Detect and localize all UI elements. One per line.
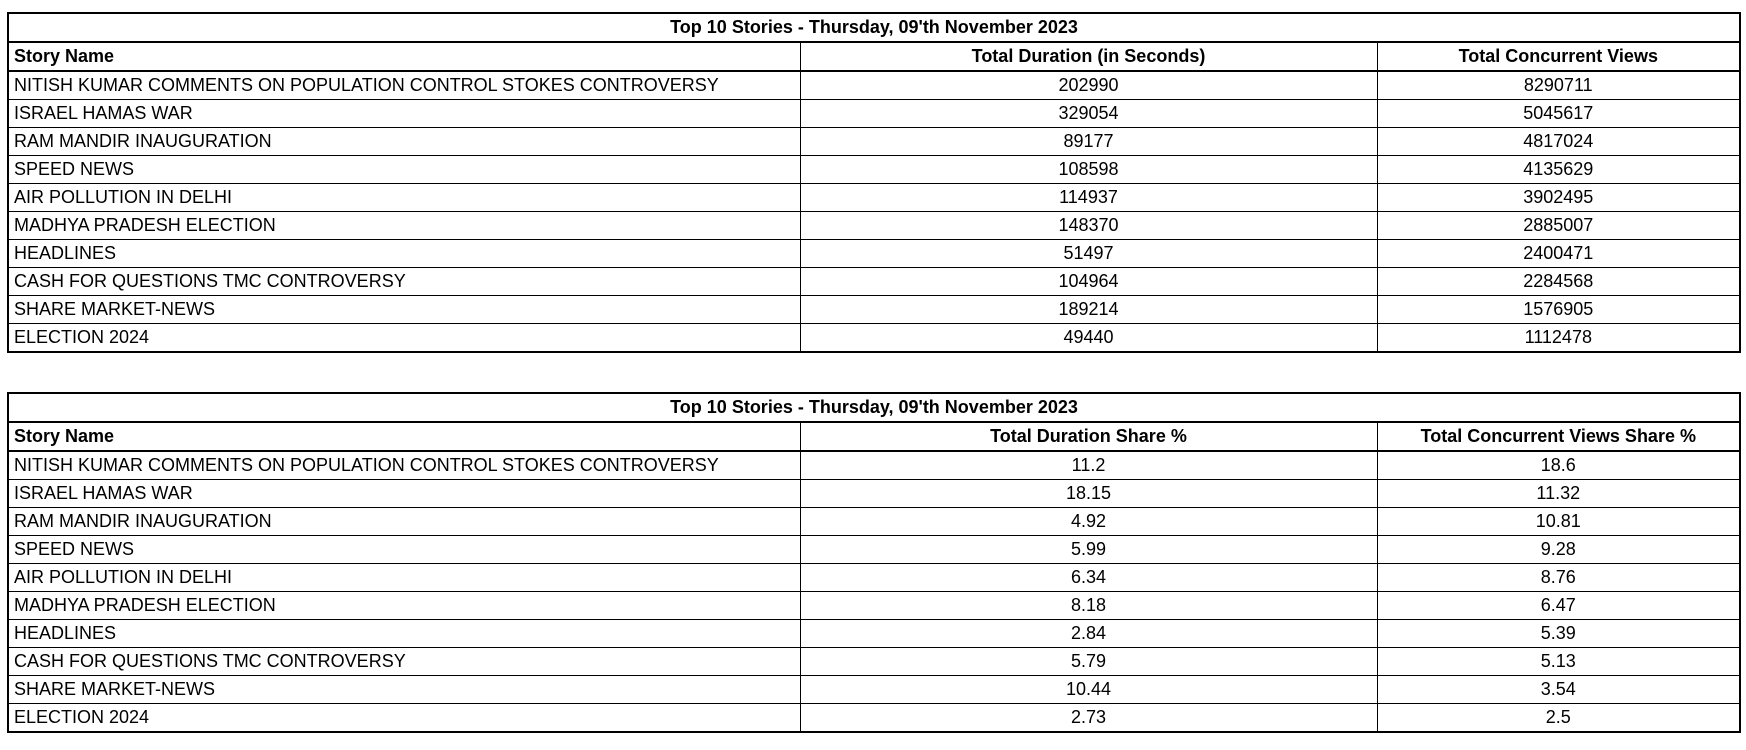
table-row [8, 536, 1740, 564]
story-name-cell: SHARE MARKET-NEWS [8, 676, 800, 704]
views-share-cell: 3.54 [1377, 676, 1740, 704]
table-row [8, 648, 1740, 676]
table-row [8, 71, 1740, 100]
table-row [8, 620, 1740, 648]
views-cell: 3902495 [1377, 184, 1740, 212]
views-cell: 2885007 [1377, 212, 1740, 240]
table-row [8, 508, 1740, 536]
duration-share-cell: 11.2 [800, 451, 1377, 480]
column-header-story-name: Story Name [8, 422, 800, 451]
table-title-row [8, 13, 1740, 42]
views-share-cell: 11.32 [1377, 480, 1740, 508]
story-name-cell: NITISH KUMAR COMMENTS ON POPULATION CONTROL STOKES CONTROVERSY [8, 451, 800, 480]
views-share-cell: 9.28 [1377, 536, 1740, 564]
duration-cell: 329054 [800, 100, 1377, 128]
table-title: Top 10 Stories - Thursday, 09'th November 2023 [8, 393, 1740, 422]
views-cell: 1576905 [1377, 296, 1740, 324]
duration-share-cell: 5.79 [800, 648, 1377, 676]
story-name-cell: NITISH KUMAR COMMENTS ON POPULATION CONTROL STOKES CONTROVERSY [8, 71, 800, 100]
table-row [8, 676, 1740, 704]
views-cell: 4135629 [1377, 156, 1740, 184]
duration-cell: 114937 [800, 184, 1377, 212]
table-row [8, 128, 1740, 156]
story-name-cell: RAM MANDIR INAUGURATION [8, 128, 800, 156]
views-cell: 2400471 [1377, 240, 1740, 268]
top-stories-share-table [7, 392, 1741, 733]
duration-cell: 202990 [800, 71, 1377, 100]
story-name-cell: SHARE MARKET-NEWS [8, 296, 800, 324]
table-body [8, 71, 1740, 352]
table-header-row [8, 422, 1740, 451]
table-row [8, 212, 1740, 240]
views-cell: 2284568 [1377, 268, 1740, 296]
duration-cell: 189214 [800, 296, 1377, 324]
story-name-cell: ELECTION 2024 [8, 324, 800, 353]
duration-cell: 104964 [800, 268, 1377, 296]
top-stories-duration-table [7, 12, 1741, 353]
story-name-cell: SPEED NEWS [8, 536, 800, 564]
duration-cell: 51497 [800, 240, 1377, 268]
table-row [8, 704, 1740, 733]
story-name-cell: ISRAEL HAMAS WAR [8, 480, 800, 508]
story-name-cell: RAM MANDIR INAUGURATION [8, 508, 800, 536]
duration-share-cell: 5.99 [800, 536, 1377, 564]
duration-cell: 49440 [800, 324, 1377, 353]
duration-cell: 148370 [800, 212, 1377, 240]
views-cell: 1112478 [1377, 324, 1740, 353]
story-name-cell: MADHYA PRADESH ELECTION [8, 592, 800, 620]
views-share-cell: 5.13 [1377, 648, 1740, 676]
table-body [8, 451, 1740, 732]
views-share-cell: 18.6 [1377, 451, 1740, 480]
views-share-cell: 2.5 [1377, 704, 1740, 733]
story-name-cell: AIR POLLUTION IN DELHI [8, 184, 800, 212]
duration-share-cell: 18.15 [800, 480, 1377, 508]
column-header-story-name: Story Name [8, 42, 800, 71]
table-row [8, 324, 1740, 353]
table-row [8, 268, 1740, 296]
duration-share-cell: 2.84 [800, 620, 1377, 648]
table-row [8, 240, 1740, 268]
table-row [8, 451, 1740, 480]
story-name-cell: CASH FOR QUESTIONS TMC CONTROVERSY [8, 648, 800, 676]
column-header-total-concurrent-views: Total Concurrent Views [1377, 42, 1740, 71]
story-name-cell: HEADLINES [8, 620, 800, 648]
table-row [8, 296, 1740, 324]
table-row [8, 100, 1740, 128]
table-row [8, 564, 1740, 592]
duration-cell: 89177 [800, 128, 1377, 156]
story-name-cell: MADHYA PRADESH ELECTION [8, 212, 800, 240]
duration-share-cell: 2.73 [800, 704, 1377, 733]
table-title: Top 10 Stories - Thursday, 09'th November 2023 [8, 13, 1740, 42]
views-cell: 4817024 [1377, 128, 1740, 156]
views-share-cell: 5.39 [1377, 620, 1740, 648]
table-row [8, 592, 1740, 620]
duration-share-cell: 4.92 [800, 508, 1377, 536]
story-name-cell: ELECTION 2024 [8, 704, 800, 733]
column-header-total-duration: Total Duration (in Seconds) [800, 42, 1377, 71]
story-name-cell: AIR POLLUTION IN DELHI [8, 564, 800, 592]
views-cell: 8290711 [1377, 71, 1740, 100]
table-header-row [8, 42, 1740, 71]
table-row [8, 156, 1740, 184]
views-cell: 5045617 [1377, 100, 1740, 128]
duration-share-cell: 6.34 [800, 564, 1377, 592]
story-name-cell: CASH FOR QUESTIONS TMC CONTROVERSY [8, 268, 800, 296]
story-name-cell: ISRAEL HAMAS WAR [8, 100, 800, 128]
table-row [8, 480, 1740, 508]
column-header-duration-share: Total Duration Share % [800, 422, 1377, 451]
views-share-cell: 10.81 [1377, 508, 1740, 536]
story-name-cell: SPEED NEWS [8, 156, 800, 184]
duration-share-cell: 10.44 [800, 676, 1377, 704]
views-share-cell: 8.76 [1377, 564, 1740, 592]
duration-cell: 108598 [800, 156, 1377, 184]
story-name-cell: HEADLINES [8, 240, 800, 268]
duration-share-cell: 8.18 [800, 592, 1377, 620]
table-row [8, 184, 1740, 212]
table-title-row [8, 393, 1740, 422]
views-share-cell: 6.47 [1377, 592, 1740, 620]
column-header-views-share: Total Concurrent Views Share % [1377, 422, 1740, 451]
